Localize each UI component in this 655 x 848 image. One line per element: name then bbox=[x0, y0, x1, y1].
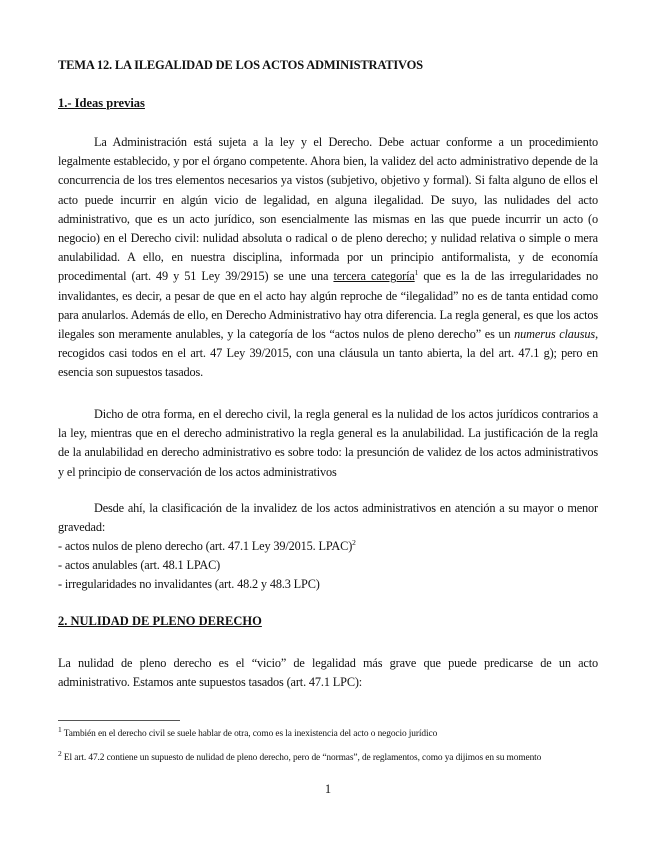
footnote-2: $^2$ El art. 47.2 contiene un supuesto de nulidad de pleno derecho, pero de “normas”, de reglamentos, como ya dijimos en su momento bbox=[58, 748, 542, 763]
footnote-mark: 2 bbox=[58, 748, 62, 758]
paragraph-2: Dicho de otra forma, en el derecho civil, la regla general es la nulidad de los actos jurídicos contrarios a la ley, mientras que en el derecho administrativo la regla general es la anulabilidad. La justificación de la regla de la anulabilidad en derecho administrativo es sobre todo: la presunción de validez de los actos administrativos y el principio de conservación de los actos administrativos bbox=[58, 407, 598, 479]
list-item: - actos nulos de pleno derecho (art. 47.1 Ley 39/2015. LPAC)$^2$ bbox=[58, 537, 356, 553]
numerus-clausus-term: numerus clausus bbox=[514, 327, 596, 342]
footnote-1: $^1$ También en el derecho civil se suele hablar de otra, como es la inexistencia del acto o negocio jurídico bbox=[58, 724, 438, 739]
paragraph-1-text-b: que es la de las irregularidades no invalidantes, es decir, a pesar de que en el acto hay algún reproche de “ilegalidad” no es de tanta entidad como para anularlos. Además de ello, en Derecho Administrativo hay otra diferencia. La regla general, es que los actos ilegales son meramente anulables, y la categoría de los “actos nulos de pleno derecho” es un bbox=[58, 269, 598, 342]
list-item: - irregularidades no invalidantes (art. 48.2 y 48.3 LPC) bbox=[58, 577, 320, 592]
footnote-ref-1: 1 bbox=[414, 268, 419, 278]
invalidity-classification-list bbox=[58, 537, 356, 595]
paragraph-1-text-c: , recogidos casi todos en el art. 47 Ley 39/2015, con una cláusula un tanto abierta, la del art. 47.1 g); pero en esencia son supuestos tasados. bbox=[58, 327, 598, 380]
section-heading-ideas-previas: 1.- Ideas previas bbox=[58, 96, 145, 110]
footnote-ref-2: 2 bbox=[352, 537, 356, 547]
document-title: TEMA 12. LA ILEGALIDAD DE LOS ACTOS ADMINISTRATIVOS bbox=[58, 58, 423, 72]
section-heading-nulidad: 2. NULIDAD DE PLENO DERECHO bbox=[58, 614, 262, 628]
paragraph-4: La nulidad de pleno derecho es el “vicio” de legalidad más grave que puede predicarse de un acto administrativo. Estamos ante supuestos tasados (art. 47.1 LPC): bbox=[58, 656, 598, 690]
tercera-categoria-term: tercera categoría bbox=[333, 269, 415, 284]
list-item: - actos anulables (art. 48.1 LPAC) bbox=[58, 558, 221, 573]
paragraph-1 bbox=[58, 133, 598, 383]
footnote-mark: 1 bbox=[58, 724, 62, 734]
paragraph-1-text-a: La Administración está sujeta a la ley y el Derecho. Debe actuar conforme a un procedimiento legalmente establecido, y por el órgano competente. Ahora bien, la validez del acto administrativo depende de la concurrencia de los tres elementos necesarios ya vistos (subjetivo, objetivo y formal). Si falta alguno de ellos el acto puede incurrir en algún vicio de legalidad, en alguna ilegalidad. De suyo, las nulidades del acto administrativo, que es un acto jurídico, son esencialmente las mismas en las que puede incurrir un acto (o negocio) en el Derecho civil: nulidad absoluta o radical o de pleno derecho; y nulidad relativa o simple o mera anulabilidad. A ello, en nuestra disciplina, informada por un principio antiformalista, y de economía procedimental (art. 49 y 51 Ley 39/2915) se une una bbox=[58, 135, 598, 284]
paragraph-3: Desde ahí, la clasificación de la invalidez de los actos administrativos en atención a su mayor o menor gravedad: bbox=[58, 501, 598, 535]
footnote-separator bbox=[58, 720, 180, 721]
page-number: 1 bbox=[324, 782, 332, 796]
